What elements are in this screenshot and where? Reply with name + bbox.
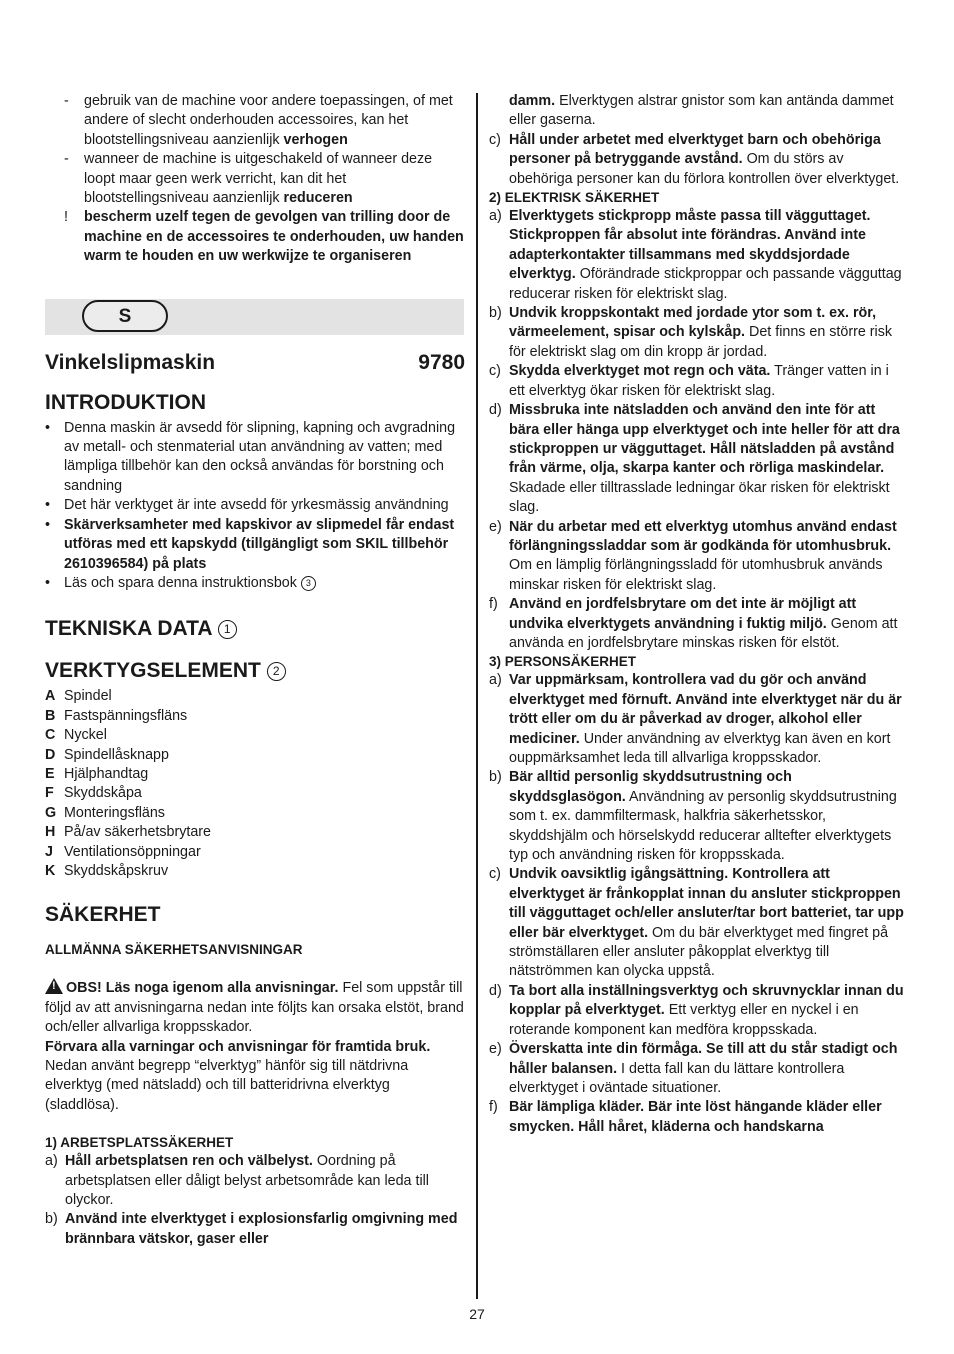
part-item [45, 707, 465, 726]
person-list [489, 671, 907, 1137]
list-item [45, 516, 465, 574]
list-marker: - [64, 151, 69, 168]
part-label: Spindellåsknapp [64, 746, 169, 763]
part-letter: C [45, 727, 56, 744]
item-bold: Missbruka inte nätsladden och använd den inte för att bära eller hänga upp elverktyget och inte heller för att dra stickproppen ur vägguttaget. Håll nätsladden på avstånd från värme, olja, skarpa kanter och rörliga maskindelar. [509, 402, 900, 477]
part-letter: A [45, 688, 56, 705]
item-text: I detta fall kan du lättare kontrollera elverktyget i oväntade situationer. [509, 1060, 845, 1096]
intro-bullets [45, 419, 465, 594]
warning-icon [45, 978, 63, 994]
list-item [45, 574, 465, 593]
list-item [489, 207, 907, 304]
language-badge: S [82, 300, 168, 332]
item-letter: f) [489, 596, 498, 613]
part-item [45, 746, 465, 765]
list-item [489, 671, 907, 768]
vibration-notes [45, 92, 465, 267]
left-column [45, 92, 465, 1249]
part-label: Spindel [64, 688, 112, 705]
list-item [489, 768, 907, 865]
verktyg-heading: VERKTYGSELEMENT 2 [45, 659, 465, 683]
bullet-icon: • [45, 574, 51, 591]
part-letter: D [45, 746, 56, 763]
item-letter: b) [45, 1211, 58, 1228]
item-text: Tränger vatten in i ett elverktyg ökar risken för elektriskt slag. [509, 363, 889, 399]
list-item [489, 1040, 907, 1098]
list-item [45, 150, 465, 208]
part-item [45, 784, 465, 803]
keep-paragraph: Förvara alla varningar och anvisningar för framtida bruk. Nedan använt begrepp “elverktyg” hänför sig till nätdrivna elverktyg (med nätsladd) och till batteridrivna elverktyg (sladdlösa). [45, 1038, 431, 1113]
item-bold: Bär alltid personlig skyddsutrustning och skyddsglasögon. [509, 769, 792, 805]
item-letter: c) [489, 363, 501, 380]
part-item [45, 862, 465, 881]
list-item [45, 496, 465, 515]
list-item [489, 595, 907, 653]
item-letter: b) [489, 305, 502, 322]
item-text: Oförändrade stickproppar och passande vägguttag reducerar risken för elektriskt slag. [509, 266, 902, 302]
item-letter: e) [489, 518, 502, 535]
part-item [45, 765, 465, 784]
item-text: Denna maskin är avsedd för slipning, kapning och avgradning av metall- och stenmaterial utan användning av vatten; med lämpliga tillbehör kan den också användas för borstning och sandning [64, 419, 456, 494]
tekniska-heading: TEKNISKA DATA 1 [45, 617, 465, 641]
item-text: Användning av personlig skyddsutrustning som t. ex. dammfiltermask, halkfria säkerhetsskor, skyddshjälm och hörselskydd reducerar alltefter elverktygets typ och användning risken för kroppsskada. [509, 788, 897, 864]
item-letter: d) [489, 982, 502, 999]
list-item [489, 982, 907, 1040]
introduktion-heading: INTRODUKTION [45, 390, 206, 414]
person-heading: 3) PERSONSÄKERHET [489, 654, 637, 670]
item-text: Om en lämplig förlängningssladd för utomhusbruk används minskar risken för elektriskt slag. [509, 557, 883, 593]
sakerhet-heading: SÄKERHET [45, 903, 161, 927]
elektrisk-heading: 2) ELEKTRISK SÄKERHET [489, 190, 660, 206]
bullet-icon: • [45, 516, 51, 533]
allmanna-heading: ALLMÄNNA SÄKERHETSANVISNINGAR [45, 942, 303, 958]
item-text: Oordning på arbetsplatsen eller dåligt belyst arbetsområde kan leda till olyckor. [65, 1153, 429, 1209]
item-text: Det här verktyget är inte avsedd för yrkesmässig användning [64, 497, 449, 514]
item-text: Om du bär elverktyget med fingret på strömställaren eller ansluter påkopplat elverktyg till nätströmmen kan olycka uppstå. [509, 924, 889, 980]
item-letter: d) [489, 402, 502, 419]
list-item [489, 304, 907, 362]
list-item [489, 518, 907, 596]
item-bold: Var uppmärksam, kontrollera vad du gör och använd elverktyget med förnuft. Använd inte elverktyget när du är trött eller om du är påverkad av droger, alkohol eller mediciner. [509, 672, 902, 747]
product-title [45, 351, 465, 375]
arbetsplats-list [45, 1152, 465, 1249]
arbetsplats-list-cont [489, 131, 907, 189]
part-letter: G [45, 804, 57, 821]
item-bold: Överskatta inte din förmåga. Se till att du står stadigt och håller balansen. [509, 1041, 898, 1077]
item-text: Skärverksamheter med kapskivor av slipmedel får endast utföras med ett kapskydd (tillgängligt som SKIL tillbehör 2610396584) på plats [64, 516, 455, 572]
list-item [489, 865, 907, 981]
part-label: Nyckel [64, 727, 107, 744]
item-bold: Undvik oavsiktlig igångsättning. Kontrollera att elverktyget är frånkopplat innan du ansluter stickproppen till vägguttaget och/eller ansluter/tar bort batteriet, tar upp eller bär elverktyget. [509, 866, 904, 941]
part-letter: F [45, 785, 54, 802]
bullet-icon: • [45, 497, 51, 514]
list-item [45, 208, 465, 266]
part-label: Skyddskåpskruv [64, 862, 169, 879]
list-item [489, 362, 907, 401]
list-item [45, 419, 465, 497]
item-bold: Använd inte elverktyget i explosionsfarlig omgivning med brännbara vätskor, gaser eller [65, 1211, 458, 1247]
elektrisk-list [489, 207, 907, 653]
part-item [45, 687, 465, 706]
list-item [489, 401, 907, 517]
item-text: Skadade eller tilltrasslade ledningar ökar risken för elektriskt slag. [509, 479, 890, 516]
part-label: Ventilationsöppningar [64, 843, 201, 860]
part-label: Hjälphandtag [64, 765, 149, 782]
item-bold: bescherm uzelf tegen de gevolgen van trilling door de machine en de accessoires te onderhouden, uw handen warm te houden en uw werkwijze te organiseren [84, 209, 464, 265]
figure-ref-icon: 3 [301, 576, 316, 591]
item-bold: Ta bort alla inställningsverktyg och skruvnycklar innan du kopplar på elverktyget. [509, 982, 904, 1019]
item-bold: verhogen [283, 131, 348, 148]
item-bold: När du arbetar med ett elverktyg utomhus använd endast förlängningssladdar som är godkända för utomhusbruk. [509, 518, 897, 554]
item-letter: a) [489, 672, 502, 689]
part-letter: H [45, 824, 56, 841]
item-bold: Använd en jordfelsbrytare om det inte är möjligt att undvika elverktygets användning i fuktig miljö. [509, 596, 857, 632]
figure-ref-icon: 1 [218, 620, 237, 639]
item-bold: Håll arbetsplatsen ren och välbelyst. [65, 1153, 313, 1170]
parts-list [45, 687, 465, 881]
part-label: Monteringsfläns [64, 804, 165, 821]
product-name: Vinkelslipmaskin [45, 350, 216, 374]
list-item [45, 1152, 465, 1210]
product-model: 9780 [418, 350, 465, 374]
item-letter: b) [489, 769, 502, 786]
part-item [45, 823, 465, 842]
part-item [45, 843, 465, 862]
item-bold: Undvik kroppskontakt med jordade ytor som t. ex. rör, värmeelement, spisar och kylskåp. [509, 305, 877, 341]
item-text: gebruik van de machine voor andere toepassingen, of met andere of slecht onderhouden accessoires, kan het blootstellingsniveau aanzienlijk [84, 93, 453, 148]
figure-ref-icon: 2 [267, 662, 286, 681]
item-text: Under användning av elverktyg kan även en kort ouppmärksamhet leda till allvarliga kroppsskador. [509, 730, 891, 766]
list-item [45, 1210, 465, 1249]
right-column [489, 92, 907, 1137]
part-label: Skyddskåpa [64, 785, 142, 802]
item-text: Det finns en större risk för elektriskt slag om din kropp är jordad. [509, 324, 893, 360]
part-letter: K [45, 862, 56, 879]
page-number: 27 [469, 1306, 485, 1322]
part-letter: B [45, 707, 56, 724]
item-bold: Bär lämpliga kläder. Bär inte löst hängande kläder eller smycken. Håll håret, kläderna och handskarna [509, 1099, 882, 1135]
part-label: På/av säkerhetsbrytare [64, 824, 212, 841]
item-letter: a) [489, 208, 502, 225]
item-text: Läs och spara denna instruktionsbok [64, 574, 297, 591]
item-bold: Skydda elverktyget mot regn och väta. [509, 363, 771, 380]
obs-paragraph: !OBS! Läs noga igenom alla anvisningar. Fel som uppstår till följd av att anvisningarna nedan inte följts kan orsaka elstöt, brand och/eller allvarliga kroppsskador. [45, 978, 465, 1037]
part-letter: E [45, 765, 55, 782]
list-item [489, 1098, 907, 1137]
part-letter: J [45, 843, 53, 860]
item-bold: reduceren [283, 190, 353, 207]
part-label: Fastspänningsfläns [64, 707, 188, 724]
bullet-icon: • [45, 419, 51, 436]
item-bold: Elverktygets stickpropp måste passa till vägguttaget. Stickproppen får absolut inte förändras. Använd inte adapterkontakter tillsammans med skyddsjordade elverktyg. [509, 208, 871, 283]
item-text: Ett verktyg eller en nyckel i en roterande komponent kan medföra kroppsskada. [509, 1002, 859, 1038]
language-bar [45, 299, 464, 335]
column-divider [476, 93, 478, 1299]
list-item [45, 92, 465, 150]
list-marker: - [64, 93, 69, 109]
arbetsplats-heading: 1) ARBETSPLATSSÄKERHET [45, 1135, 234, 1151]
item-text: wanneer de machine is uitgeschakeld of wanneer deze loopt maar geen werk verricht, kan dit het blootstellingsniveau aanzienlijk [84, 151, 433, 207]
item-text: Genom att använda en jordfelsbrytare minskas risken för elstöt. [509, 615, 898, 651]
part-item [45, 804, 465, 823]
part-item [45, 726, 465, 745]
item-letter: e) [489, 1041, 502, 1058]
list-item: c) Håll under arbetet med elverktyget barn och obehöriga personer på betryggande avstånd. Om du störs av obehöriga personer kan du förlora kontrollen över elverktyget. [489, 131, 900, 187]
item-letter: f) [489, 1099, 498, 1116]
list-marker: ! [64, 209, 68, 226]
item-letter: a) [45, 1153, 58, 1170]
continued-paragraph: damm. Elverktygen alstrar gnistor som kan antända dammet eller gaserna. [509, 93, 894, 129]
item-letter: c) [489, 866, 501, 883]
